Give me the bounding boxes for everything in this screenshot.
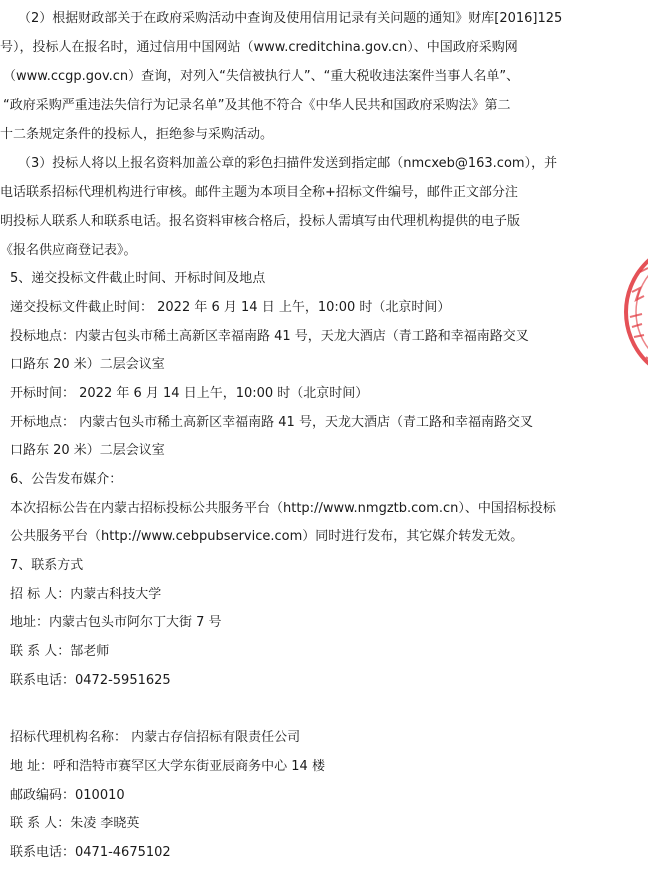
para2-line5: 十二条规定条件的投标人，拒绝参与采购活动。 xyxy=(0,127,274,142)
para3-line2: 电话联系招标代理机构进行审核。邮件主题为本项目全称+招标文件编号，邮件正文部分注 xyxy=(0,185,518,200)
section6-title: 6、公告发布媒介： xyxy=(10,472,123,487)
bid-deadline: 递交投标文件截止时间： 2022 年 6 月 14 日 上午，10:00 时（北京时间） xyxy=(10,300,451,315)
agency-postcode: 邮政编码：010010 xyxy=(10,788,125,803)
para3-line1: （3）投标人将以上报名资料加盖公章的彩色扫描件发送到指定邮（nmcxeb@163.com），并 xyxy=(18,156,558,171)
media-line1: 本次招标公告在内蒙古招标投标公共服务平台（http://www.nmgztb.com.cn）、中国招标投标 xyxy=(10,501,556,516)
bid-location-line2: 口路东 20 米）二层会议室 xyxy=(10,357,165,372)
opening-location-line2: 口路东 20 米）二层会议室 xyxy=(10,443,165,458)
tenderer-contact: 联 系 人：郜老师 xyxy=(10,644,110,659)
agency-name: 招标代理机构名称： 内蒙古存信招标有限责任公司 xyxy=(10,730,301,745)
para3-line3: 明投标人联系人和联系电话。报名资料审核合格后，投标人需填写由代理机构提供的电子版 xyxy=(0,214,521,229)
para3-line4: 《报名供应商登记表》。 xyxy=(0,243,137,258)
bid-location-line1: 投标地点：内蒙古包头市稀土高新区幸福南路 41 号，天龙大酒店（青工路和幸福南路交叉 xyxy=(10,329,529,344)
opening-location-line1: 开标地点： 内蒙古包头市稀土高新区幸福南路 41 号，天龙大酒店（青工路和幸福南路交叉 xyxy=(10,415,533,430)
section7-title: 7、联系方式 xyxy=(10,558,84,573)
opening-time: 开标时间： 2022 年 6 月 14 日上午，10:00 时（北京时间） xyxy=(10,386,369,401)
para2-line2: 号），投标人在报名时，通过信用中国网站（www.creditchina.gov.cn）、中国政府采购网 xyxy=(0,40,518,55)
para2-line4: “政府采购严重违法失信行为记录名单”及其他不符合《中华人民共和国政府采购法》第二 xyxy=(3,98,511,113)
official-seal-stamp xyxy=(618,232,648,392)
para2-line1: （2）根据财政部关于在政府采购活动中查询及使用信用记录有关问题的通知》财库[2016]125 xyxy=(18,11,563,26)
para2-line3: （www.ccgp.gov.cn）查询，对列入“失信被执行人”、“重大税收违法案件当事人名单”、 xyxy=(3,69,520,84)
agency-contact: 联 系 人：朱凌 李晓英 xyxy=(10,816,140,831)
tenderer-phone: 联系电话：0472-5951625 xyxy=(10,673,171,688)
section5-title: 5、递交投标文件截止时间、开标时间及地点 xyxy=(10,271,266,286)
media-line2: 公共服务平台（http://www.cebpubservice.com）同时进行发布，其它媒介转发无效。 xyxy=(10,529,524,544)
tenderer: 招 标 人：内蒙古科技大学 xyxy=(10,587,162,602)
agency-phone: 联系电话：0471-4675102 xyxy=(10,845,171,860)
agency-address: 地 址：呼和浩特市赛罕区大学东街亚辰商务中心 14 楼 xyxy=(10,759,325,774)
tenderer-address: 地址：内蒙古包头市阿尔丁大街 7 号 xyxy=(10,615,222,630)
